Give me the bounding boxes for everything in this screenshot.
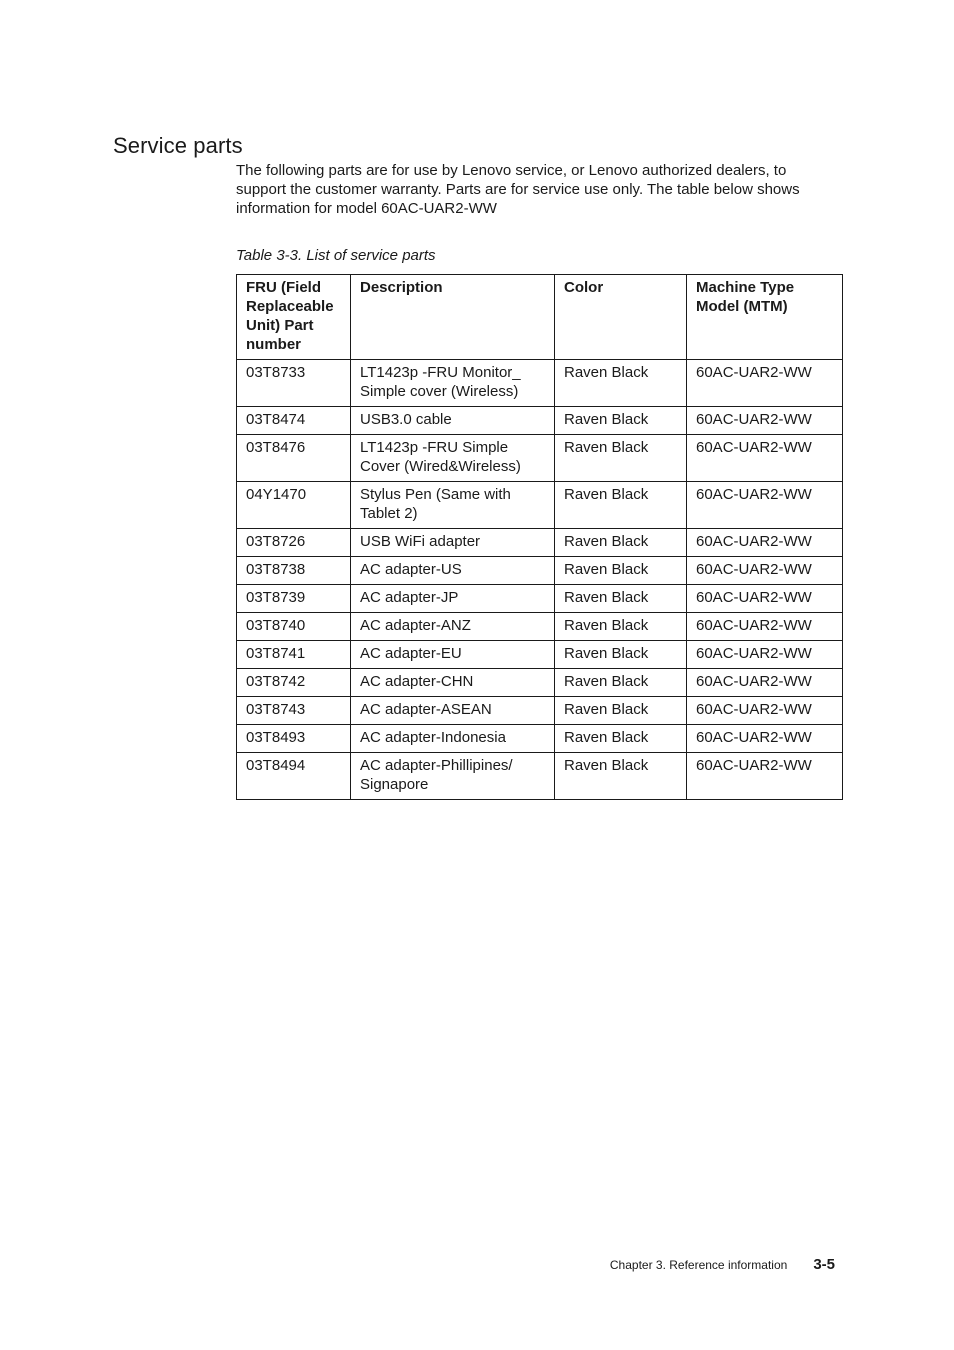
table-row [237, 585, 843, 613]
cell-color: Raven Black [555, 529, 687, 557]
description-line: AC adapter-US [360, 561, 462, 578]
cell-machine-type-model: 60AC-UAR2-WW [687, 482, 843, 529]
cell-machine-type-model: 60AC-UAR2-WW [687, 641, 843, 669]
header-line: FRU (Field [246, 279, 321, 296]
cell-description [351, 641, 555, 669]
cell-fru-part-number: 03T8739 [237, 585, 351, 613]
header-line: number [246, 336, 302, 353]
cell-description [351, 360, 555, 407]
table-row [237, 697, 843, 725]
cell-machine-type-model: 60AC-UAR2-WW [687, 613, 843, 641]
cell-fru-part-number: 03T8743 [237, 697, 351, 725]
cell-machine-type-model: 60AC-UAR2-WW [687, 697, 843, 725]
header-line: Replaceable [246, 298, 334, 315]
cell-color: Raven Black [555, 360, 687, 407]
description-line: AC adapter-ASEAN [360, 701, 492, 718]
cell-machine-type-model: 60AC-UAR2-WW [687, 753, 843, 800]
table-row [237, 360, 843, 407]
description-line: Cover (Wired&Wireless) [360, 458, 521, 475]
description-line: AC adapter-JP [360, 589, 459, 606]
cell-description [351, 669, 555, 697]
cell-fru-part-number: 03T8740 [237, 613, 351, 641]
cell-color: Raven Black [555, 482, 687, 529]
cell-fru-part-number: 03T8741 [237, 641, 351, 669]
cell-color: Raven Black [555, 435, 687, 482]
table-row [237, 725, 843, 753]
cell-machine-type-model: 60AC-UAR2-WW [687, 585, 843, 613]
table-caption: Table 3-3. List of service parts [236, 247, 436, 264]
cell-description [351, 613, 555, 641]
description-line: Signapore [360, 776, 429, 793]
header-description: Description [351, 275, 555, 360]
header-line: Model (MTM) [696, 298, 788, 315]
page-number: 3-5 [813, 1256, 835, 1273]
table-body [237, 360, 843, 800]
cell-color: Raven Black [555, 669, 687, 697]
cell-color: Raven Black [555, 725, 687, 753]
table-row [237, 669, 843, 697]
footer-chapter-title: Chapter 3. Reference information [609, 1258, 788, 1272]
table-row [237, 641, 843, 669]
cell-machine-type-model: 60AC-UAR2-WW [687, 360, 843, 407]
page-title: Service parts [113, 133, 243, 158]
description-line: AC adapter-Indonesia [360, 729, 506, 746]
intro-paragraph [236, 161, 836, 218]
cell-fru-part-number: 03T8733 [237, 360, 351, 407]
description-line: LT1423p -FRU Monitor_ [360, 364, 521, 381]
cell-machine-type-model: 60AC-UAR2-WW [687, 435, 843, 482]
cell-fru-part-number: 03T8474 [237, 407, 351, 435]
cell-fru-part-number: 03T8726 [237, 529, 351, 557]
table-row [237, 482, 843, 529]
intro-line: support the customer warranty. Parts are for service use only. The table below shows [236, 181, 800, 198]
description-line: AC adapter-ANZ [360, 617, 471, 634]
cell-color: Raven Black [555, 585, 687, 613]
cell-fru-part-number: 03T8493 [237, 725, 351, 753]
cell-machine-type-model: 60AC-UAR2-WW [687, 557, 843, 585]
table-row [237, 435, 843, 482]
cell-fru-part-number: 04Y1470 [237, 482, 351, 529]
cell-description [351, 557, 555, 585]
table-row [237, 613, 843, 641]
cell-description [351, 697, 555, 725]
page-footer [610, 1256, 835, 1273]
cell-description [351, 435, 555, 482]
header-color: Color [555, 275, 687, 360]
header-line: Unit) Part [246, 317, 314, 334]
cell-machine-type-model: 60AC-UAR2-WW [687, 529, 843, 557]
cell-description [351, 725, 555, 753]
service-parts-table [236, 274, 843, 800]
description-line: Simple cover (Wireless) [360, 383, 519, 400]
cell-color: Raven Black [555, 641, 687, 669]
description-line: LT1423p -FRU Simple [360, 439, 509, 456]
cell-color: Raven Black [555, 697, 687, 725]
cell-machine-type-model: 60AC-UAR2-WW [687, 407, 843, 435]
description-line: Stylus Pen (Same with [360, 486, 511, 503]
cell-fru-part-number: 03T8742 [237, 669, 351, 697]
description-line: AC adapter-CHN [360, 673, 474, 690]
header-line: Machine Type [696, 279, 795, 296]
cell-description [351, 753, 555, 800]
description-line: Tablet 2) [360, 505, 418, 522]
cell-description [351, 529, 555, 557]
intro-line: The following parts are for use by Lenovo service, or Lenovo authorized dealers, to [236, 162, 787, 179]
cell-color: Raven Black [555, 407, 687, 435]
cell-color: Raven Black [555, 753, 687, 800]
cell-fru-part-number: 03T8494 [237, 753, 351, 800]
header-fru-part-number [237, 275, 351, 360]
table-row [237, 529, 843, 557]
table-header-row [237, 275, 843, 360]
intro-line: information for model 60AC-UAR2-WW [236, 200, 497, 217]
cell-fru-part-number: 03T8738 [237, 557, 351, 585]
cell-fru-part-number: 03T8476 [237, 435, 351, 482]
cell-machine-type-model: 60AC-UAR2-WW [687, 669, 843, 697]
cell-color: Raven Black [555, 613, 687, 641]
cell-description [351, 482, 555, 529]
header-machine-type-model [687, 275, 843, 360]
cell-description [351, 407, 555, 435]
description-line: AC adapter-Phillipines/ [360, 757, 513, 774]
table-row [237, 407, 843, 435]
table-row [237, 557, 843, 585]
cell-description [351, 585, 555, 613]
description-line: AC adapter-EU [360, 645, 462, 662]
description-line: USB3.0 cable [360, 411, 452, 428]
table-row [237, 753, 843, 800]
description-line: USB WiFi adapter [360, 533, 481, 550]
cell-color: Raven Black [555, 557, 687, 585]
cell-machine-type-model: 60AC-UAR2-WW [687, 725, 843, 753]
